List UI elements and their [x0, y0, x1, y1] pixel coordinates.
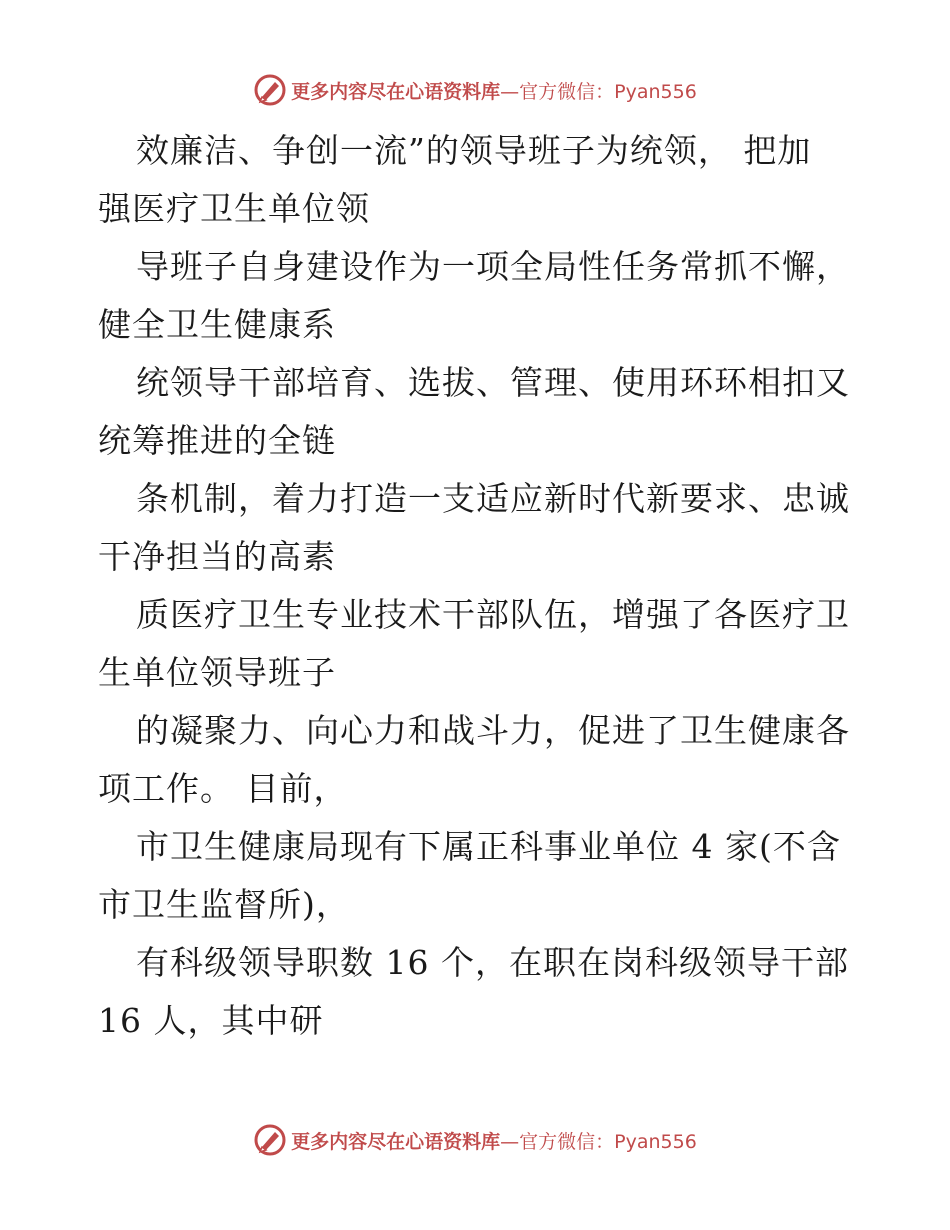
banner-dash: — [500, 1130, 520, 1153]
body-line: 质医疗卫生专业技术干部队伍，增强了各医疗卫 [136, 595, 850, 634]
body-line: 统领导干部培育、选拔、管理、使用环环相扣又 [136, 363, 850, 402]
body-line: 强医疗卫生单位领 [98, 189, 370, 228]
body-line: 市卫生监督所)， [98, 885, 350, 924]
pen-seal-icon [253, 1123, 287, 1157]
footer-banner [0, 1120, 950, 1160]
body-line: 市卫生健康局现有下属正科事业单位 4 家(不含 [136, 827, 841, 866]
banner-main-text: 更多内容尽在心语资料库 [291, 1130, 501, 1153]
body-line: 效廉洁、争创一流”的领导班子为统领， 把加 [136, 131, 812, 170]
document-body [98, 122, 858, 1050]
pen-seal-icon [253, 73, 287, 107]
banner-wechat-text: 官方微信：Pyan556 [519, 1130, 697, 1153]
body-line: 干净担当的高素 [98, 537, 336, 576]
header-banner [0, 70, 950, 110]
body-line: 统筹推进的全链 [98, 421, 336, 460]
banner-dash: — [500, 80, 520, 103]
body-line: 健全卫生健康系 [98, 305, 336, 344]
body-line: 有科级领导职数 16 个，在职在岗科级领导干部 [136, 943, 849, 982]
banner-wechat-text: 官方微信：Pyan556 [519, 80, 697, 103]
banner-text [291, 1127, 697, 1154]
banner-text [291, 77, 697, 104]
body-line: 条机制，着力打造一支适应新时代新要求、忠诚 [136, 479, 850, 518]
body-line: 项工作。 目前， [98, 769, 348, 808]
body-line: 16 人，其中研 [98, 1001, 324, 1040]
body-line: 生单位领导班子 [98, 653, 336, 692]
banner-main-text: 更多内容尽在心语资料库 [291, 80, 501, 103]
body-line: 的凝聚力、向心力和战斗力，促进了卫生健康各 [136, 711, 850, 750]
body-line: 导班子自身建设作为一项全局性任务常抓不懈， [136, 247, 850, 286]
